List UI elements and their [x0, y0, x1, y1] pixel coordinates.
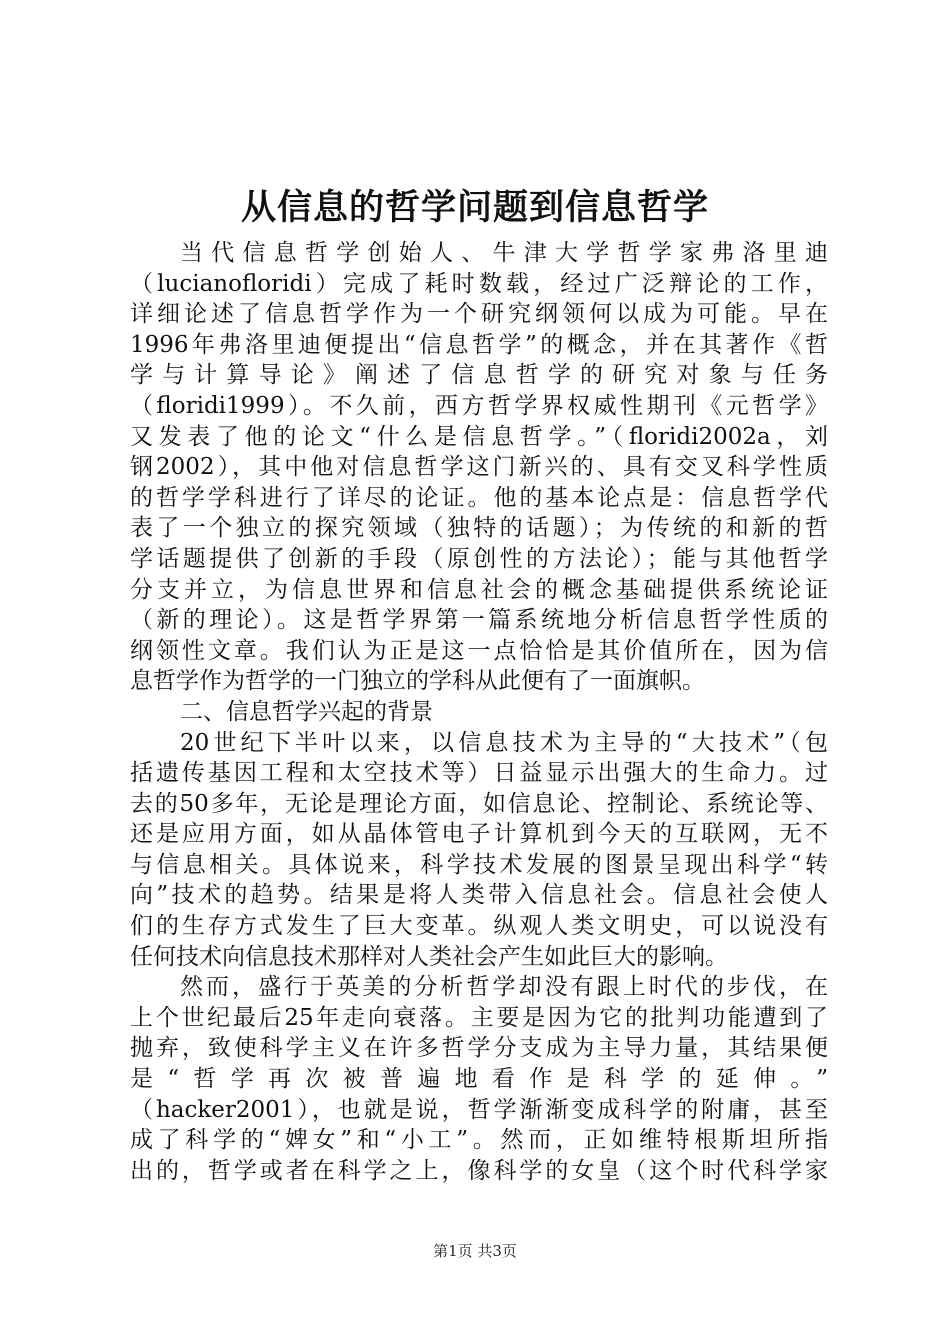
- text-line: 出的，哲学或者在科学之上，像科学的女皇（这个时代科学家: [130, 1157, 828, 1184]
- text-line: 学话题提供了创新的手段（原创性的方法论）；能与其他哲学: [130, 545, 828, 572]
- text-line: 20世纪下半叶以来，以信息技术为主导的“大技术”（包: [180, 729, 828, 756]
- document-body: [130, 238, 828, 1186]
- text-line: 学与计算导论》阐述了信息哲学的研究对象与任务: [130, 362, 828, 389]
- text-line: 们的生存方式发生了巨大变革。纵观人类文明史，可以说没有: [130, 913, 828, 940]
- text-line: 是“哲学再次被普遍地看作是科学的延伸。”: [130, 1066, 828, 1093]
- text-line: 任何技术向信息技术那样对人类社会产生如此巨大的影响。: [130, 943, 728, 970]
- text-line: 的哲学学科进行了详尽的论证。他的基本论点是：信息哲学代: [130, 484, 828, 511]
- text-line: （floridi1999）。不久前，西方哲学界权威性期刊《元哲学》: [130, 392, 828, 419]
- text-line: （lucianofloridi）完成了耗时数载，经过广泛辩论的工作，: [130, 270, 828, 297]
- text-line: 成了科学的“婢女”和“小工”。然而，正如维特根斯坦所指: [130, 1127, 828, 1154]
- text-line: （新的理论）。这是哲学界第一篇系统地分析信息哲学性质的: [130, 607, 828, 634]
- text-line: 上个世纪最后25年走向衰落。主要是因为它的批判功能遭到了: [130, 1004, 828, 1031]
- text-line: 去的50多年，无论是理论方面，如信息论、控制论、系统论等、: [130, 790, 828, 817]
- text-line: 又发表了他的论文“什么是信息哲学。”（floridi2002a，刘: [130, 423, 828, 450]
- section-heading: 二、信息哲学兴起的背景: [180, 698, 433, 725]
- text-line: （hacker2001），也就是说，哲学渐渐变成科学的附庸，甚至: [130, 1096, 828, 1123]
- text-line: 抛弃，致使科学主义在许多哲学分支成为主导力量，其结果便: [130, 1035, 828, 1062]
- text-line: 详细论述了信息哲学作为一个研究纲领何以成为可能。早在: [130, 301, 828, 328]
- text-line: 还是应用方面，如从晶体管电子计算机到今天的互联网，无不: [130, 821, 828, 848]
- text-line: 括遗传基因工程和太空技术等）日益显示出强大的生命力。过: [130, 760, 828, 787]
- text-line: 息哲学作为哲学的一门独立的学科从此便有了一面旗帜。: [130, 668, 705, 695]
- text-line: 分支并立，为信息世界和信息社会的概念基础提供系统论证: [130, 576, 828, 603]
- text-line: 钢2002），其中他对信息哲学这门新兴的、具有交叉科学性质: [130, 454, 828, 481]
- text-line: 纲领性文章。我们认为正是这一点恰恰是其价值所在，因为信: [130, 637, 828, 664]
- text-line: 当代信息哲学创始人、牛津大学哲学家弗洛里迪: [180, 240, 828, 266]
- page-number: 第1页 共3页: [433, 1242, 517, 1260]
- text-line: 表了一个独立的探究领域（独特的话题）；为传统的和新的哲: [130, 515, 828, 542]
- text-line: 向”技术的趋势。结果是将人类带入信息社会。信息社会使人: [130, 882, 828, 909]
- text-line: 然而，盛行于英美的分析哲学却没有跟上时代的步伐，在: [180, 974, 828, 1001]
- text-line: 与信息相关。具体说来，科学技术发展的图景呈现出科学“转: [130, 851, 828, 878]
- text-line: 1996年弗洛里迪便提出“信息哲学”的概念，并在其著作《哲: [130, 331, 828, 358]
- document-title: 从信息的哲学问题到信息哲学: [240, 188, 709, 228]
